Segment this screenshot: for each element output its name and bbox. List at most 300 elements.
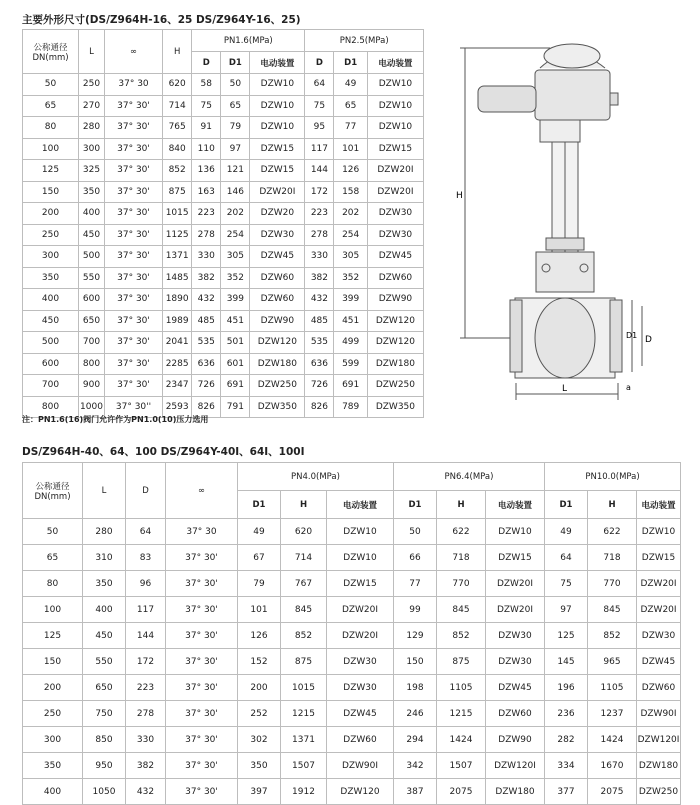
- table-cell: 770: [588, 571, 637, 597]
- table-cell: 352: [334, 267, 367, 289]
- table-cell: 382: [305, 267, 334, 289]
- table-cell: 620: [163, 74, 192, 96]
- table-cell: 1912: [281, 779, 327, 805]
- table-cell: 714: [281, 545, 327, 571]
- table-cell: 254: [334, 224, 367, 246]
- table-cell: 37° 30: [104, 74, 162, 96]
- table-row: [23, 545, 681, 571]
- table-cell: DZW10: [637, 519, 681, 545]
- table-cell: 432: [305, 289, 334, 311]
- table-cell: 875: [163, 181, 192, 203]
- table-cell: DZW60: [637, 675, 681, 701]
- table-cell: 622: [588, 519, 637, 545]
- table-cell: 382: [126, 753, 166, 779]
- table-cell: 432: [192, 289, 221, 311]
- table-cell: 37° 30': [104, 289, 162, 311]
- table-cell: 37° 30': [166, 545, 238, 571]
- table-cell: 150: [23, 649, 83, 675]
- table-cell: 826: [192, 396, 221, 418]
- table-cell: DZW120I: [486, 753, 545, 779]
- label-l: L: [562, 384, 568, 394]
- table-cell: 37° 30': [104, 375, 162, 397]
- table-cell: 700: [79, 332, 105, 354]
- table-cell: 37° 30'': [104, 396, 162, 418]
- table-cell: DZW10: [486, 519, 545, 545]
- table-cell: 845: [281, 597, 327, 623]
- table-cell: 765: [163, 117, 192, 139]
- table-cell: 202: [221, 203, 250, 225]
- table-cell: 450: [23, 310, 79, 332]
- table-cell: 767: [281, 571, 327, 597]
- table-cell: 1989: [163, 310, 192, 332]
- table-cell: 451: [334, 310, 367, 332]
- table-cell: 622: [437, 519, 486, 545]
- table-cell: 1237: [588, 701, 637, 727]
- table-cell: 840: [163, 138, 192, 160]
- table-cell: 300: [23, 246, 79, 268]
- table-cell: 852: [281, 623, 327, 649]
- table-cell: 352: [221, 267, 250, 289]
- table-cell: DZW10: [367, 95, 423, 117]
- table-row: [23, 375, 424, 397]
- table-cell: DZW90: [367, 289, 423, 311]
- table-cell: 49: [334, 74, 367, 96]
- table-cell: 305: [221, 246, 250, 268]
- table-cell: 800: [23, 396, 79, 418]
- table-cell: 278: [305, 224, 334, 246]
- table-cell: 236: [545, 701, 588, 727]
- motor-housing: [478, 86, 536, 112]
- table-cell: 650: [83, 675, 126, 701]
- table-cell: 310: [83, 545, 126, 571]
- table-cell: 64: [545, 545, 588, 571]
- table-cell: DZW30: [327, 649, 394, 675]
- table-cell: 852: [588, 623, 637, 649]
- table-cell: DZW30: [367, 224, 423, 246]
- table-cell: DZW15: [250, 138, 305, 160]
- table-cell: 1424: [437, 727, 486, 753]
- table-row: [23, 727, 681, 753]
- table-cell: 223: [126, 675, 166, 701]
- table-cell: DZW350: [250, 396, 305, 418]
- header-motor: 电动装置: [486, 491, 545, 519]
- table-cell: 2593: [163, 396, 192, 418]
- table-cell: DZW250: [250, 375, 305, 397]
- table-cell: 845: [437, 597, 486, 623]
- table-cell: 950: [83, 753, 126, 779]
- table-cell: 325: [79, 160, 105, 182]
- table-cell: 600: [23, 353, 79, 375]
- table-cell: 500: [23, 332, 79, 354]
- label-alpha: a: [626, 383, 631, 392]
- table-cell: DZW10: [327, 545, 394, 571]
- table-row: [23, 649, 681, 675]
- header-h: H: [163, 30, 192, 74]
- table-row: [23, 779, 681, 805]
- header-l: L: [79, 30, 105, 74]
- table-cell: 1507: [437, 753, 486, 779]
- table-row: [23, 753, 681, 779]
- table-cell: 691: [334, 375, 367, 397]
- table-cell: DZW30: [486, 623, 545, 649]
- table-cell: DZW30: [327, 675, 394, 701]
- table-cell: 95: [305, 117, 334, 139]
- table-cell: 399: [221, 289, 250, 311]
- table-row: [23, 519, 681, 545]
- table-cell: 198: [394, 675, 437, 701]
- table-cell: 826: [305, 396, 334, 418]
- table-cell: DZW90I: [327, 753, 394, 779]
- table-row: [23, 246, 424, 268]
- table-cell: 1105: [588, 675, 637, 701]
- table-cell: 37° 30': [166, 753, 238, 779]
- table-cell: 789: [334, 396, 367, 418]
- table-cell: 1015: [281, 675, 327, 701]
- table-row: [23, 160, 424, 182]
- table-cell: 601: [221, 353, 250, 375]
- table-row: [23, 267, 424, 289]
- table-row: [23, 623, 681, 649]
- table-cell: 535: [192, 332, 221, 354]
- table-cell: 718: [437, 545, 486, 571]
- table-cell: 2075: [588, 779, 637, 805]
- table-row: [23, 203, 424, 225]
- table-cell: DZW250: [637, 779, 681, 805]
- table-cell: 282: [545, 727, 588, 753]
- table-cell: 1125: [163, 224, 192, 246]
- table-cell: 91: [192, 117, 221, 139]
- table-cell: 691: [221, 375, 250, 397]
- table-cell: 83: [126, 545, 166, 571]
- table-cell: 2347: [163, 375, 192, 397]
- table-cell: 150: [23, 181, 79, 203]
- header-motor: 电动装置: [367, 52, 423, 74]
- table-cell: 101: [334, 138, 367, 160]
- table-cell: DZW60: [486, 701, 545, 727]
- table-cell: 64: [126, 519, 166, 545]
- table-cell: DZW120: [367, 310, 423, 332]
- table-cell: 58: [192, 74, 221, 96]
- table-cell: 150: [394, 649, 437, 675]
- table-cell: 1215: [437, 701, 486, 727]
- table-cell: 75: [192, 95, 221, 117]
- table-cell: 900: [79, 375, 105, 397]
- header-l: L: [83, 463, 126, 519]
- table-cell: DZW30: [250, 224, 305, 246]
- table-cell: 79: [238, 571, 281, 597]
- table-cell: 252: [238, 701, 281, 727]
- header-d1: D1: [238, 491, 281, 519]
- gate-valve-diagram: [440, 38, 670, 408]
- table-cell: 400: [83, 597, 126, 623]
- table-cell: 50: [23, 74, 79, 96]
- header-pn100: PN10.0(MPa): [545, 463, 681, 491]
- table1-body: [23, 74, 424, 418]
- table-cell: 350: [23, 267, 79, 289]
- table-cell: DZW20I: [637, 571, 681, 597]
- table-cell: 600: [79, 289, 105, 311]
- header-motor: 电动装置: [637, 491, 681, 519]
- table-cell: 278: [192, 224, 221, 246]
- table-cell: DZW90I: [637, 701, 681, 727]
- table-cell: 330: [126, 727, 166, 753]
- table-cell: 65: [23, 95, 79, 117]
- table-row: [23, 310, 424, 332]
- table-cell: 280: [79, 117, 105, 139]
- table-cell: 499: [334, 332, 367, 354]
- header-h: H: [437, 491, 486, 519]
- table-cell: 845: [588, 597, 637, 623]
- table-cell: DZW15: [327, 571, 394, 597]
- table-cell: 270: [79, 95, 105, 117]
- table-cell: 50: [394, 519, 437, 545]
- table-cell: DZW180: [486, 779, 545, 805]
- table-cell: 1890: [163, 289, 192, 311]
- table-cell: 2075: [437, 779, 486, 805]
- table-cell: 117: [305, 138, 334, 160]
- table-cell: 377: [545, 779, 588, 805]
- header-d: D: [192, 52, 221, 74]
- table-cell: DZW90: [486, 727, 545, 753]
- table-cell: DZW15: [486, 545, 545, 571]
- table-cell: 300: [23, 727, 83, 753]
- dimension-table-pn40-100: [22, 462, 681, 805]
- table-cell: 163: [192, 181, 221, 203]
- table-cell: 875: [281, 649, 327, 675]
- table-cell: DZW180: [250, 353, 305, 375]
- table-row: [23, 571, 681, 597]
- table-cell: DZW15: [250, 160, 305, 182]
- table-cell: 97: [545, 597, 588, 623]
- table-cell: 37° 30': [166, 597, 238, 623]
- table-cell: 382: [192, 267, 221, 289]
- table-cell: 37° 30: [166, 519, 238, 545]
- actuator-body: [535, 70, 610, 120]
- table-cell: 117: [126, 597, 166, 623]
- header-motor: 电动装置: [250, 52, 305, 74]
- table-cell: 500: [79, 246, 105, 268]
- table-cell: 121: [221, 160, 250, 182]
- table-cell: 37° 30': [104, 224, 162, 246]
- table-cell: 350: [23, 753, 83, 779]
- right-flange: [610, 300, 622, 372]
- header-pn16: PN1.6(MPa): [192, 30, 305, 52]
- table-cell: 64: [305, 74, 334, 96]
- table-cell: DZW15: [367, 138, 423, 160]
- table-cell: 550: [79, 267, 105, 289]
- header-d: D: [305, 52, 334, 74]
- table-cell: 65: [23, 545, 83, 571]
- table-cell: 250: [79, 74, 105, 96]
- table-cell: DZW45: [367, 246, 423, 268]
- table-cell: 1050: [83, 779, 126, 805]
- table-cell: DZW250: [367, 375, 423, 397]
- table2-body: [23, 519, 681, 805]
- table-cell: 79: [221, 117, 250, 139]
- table2-title: DS/Z964H-40、64、100 DS/Z964Y-40I、64I、100I: [22, 446, 305, 458]
- table-cell: 200: [238, 675, 281, 701]
- table-cell: 196: [545, 675, 588, 701]
- table-cell: 342: [394, 753, 437, 779]
- table-cell: DZW30: [367, 203, 423, 225]
- table-cell: 278: [126, 701, 166, 727]
- table-cell: 65: [334, 95, 367, 117]
- table-cell: 726: [305, 375, 334, 397]
- table-cell: DZW10: [250, 74, 305, 96]
- table-cell: 400: [23, 779, 83, 805]
- table-cell: 450: [79, 224, 105, 246]
- table-cell: DZW20I: [486, 571, 545, 597]
- table-cell: DZW45: [637, 649, 681, 675]
- table-cell: 1507: [281, 753, 327, 779]
- table-cell: 146: [221, 181, 250, 203]
- table-cell: 223: [192, 203, 221, 225]
- table-cell: 125: [23, 623, 83, 649]
- table-cell: DZW120: [367, 332, 423, 354]
- table-cell: 330: [192, 246, 221, 268]
- table-cell: 750: [83, 701, 126, 727]
- header-alpha: ∞: [104, 30, 162, 74]
- table-cell: 334: [545, 753, 588, 779]
- table-cell: DZW60: [367, 267, 423, 289]
- header-h: H: [281, 491, 327, 519]
- table-cell: DZW10: [327, 519, 394, 545]
- table-cell: 1000: [79, 396, 105, 418]
- table-cell: 400: [23, 289, 79, 311]
- dimension-table-pn16-25: [22, 29, 424, 418]
- table-cell: 432: [126, 779, 166, 805]
- table-cell: DZW10: [367, 117, 423, 139]
- header-d1: D1: [221, 52, 250, 74]
- table-cell: DZW15: [637, 545, 681, 571]
- table-cell: 80: [23, 571, 83, 597]
- table-cell: 77: [394, 571, 437, 597]
- table-cell: 535: [305, 332, 334, 354]
- table-cell: 485: [192, 310, 221, 332]
- table-cell: DZW20I: [367, 181, 423, 203]
- label-d: D: [645, 335, 652, 345]
- table-cell: 126: [238, 623, 281, 649]
- table-cell: 37° 30': [166, 701, 238, 727]
- table-cell: DZW120: [250, 332, 305, 354]
- table-cell: 152: [238, 649, 281, 675]
- table-row: [23, 138, 424, 160]
- table-cell: 700: [23, 375, 79, 397]
- table-cell: 400: [79, 203, 105, 225]
- table-cell: 294: [394, 727, 437, 753]
- table-cell: 37° 30': [104, 353, 162, 375]
- table-cell: DZW30: [637, 623, 681, 649]
- table-cell: 965: [588, 649, 637, 675]
- table-cell: 65: [221, 95, 250, 117]
- table-cell: 77: [334, 117, 367, 139]
- table-cell: 791: [221, 396, 250, 418]
- table-cell: DZW30: [486, 649, 545, 675]
- table-cell: 2041: [163, 332, 192, 354]
- table-cell: 1670: [588, 753, 637, 779]
- header-pn40: PN4.0(MPa): [238, 463, 394, 491]
- table-cell: DZW10: [367, 74, 423, 96]
- table-cell: 350: [79, 181, 105, 203]
- table-cell: 144: [305, 160, 334, 182]
- table-cell: 100: [23, 138, 79, 160]
- table-cell: 50: [221, 74, 250, 96]
- table-cell: 280: [83, 519, 126, 545]
- table-cell: 200: [23, 675, 83, 701]
- table-cell: 501: [221, 332, 250, 354]
- table-cell: 50: [23, 519, 83, 545]
- table-cell: DZW20I: [327, 623, 394, 649]
- table-cell: DZW120: [327, 779, 394, 805]
- table-cell: 875: [437, 649, 486, 675]
- table-cell: 37° 30': [104, 310, 162, 332]
- header-pn25: PN2.5(MPa): [305, 30, 424, 52]
- table-cell: 1371: [281, 727, 327, 753]
- header-alpha: ∞: [166, 463, 238, 519]
- table-cell: 172: [305, 181, 334, 203]
- header-motor: 电动装置: [327, 491, 394, 519]
- table-row: [23, 701, 681, 727]
- table-cell: 202: [334, 203, 367, 225]
- table1-note: 注：PN1.6(16)阀门允许作为PN1.0(10)压力选用: [22, 415, 209, 424]
- table-cell: DZW45: [250, 246, 305, 268]
- table-cell: 620: [281, 519, 327, 545]
- table-row: [23, 597, 681, 623]
- header-d1: D1: [394, 491, 437, 519]
- table-cell: 2285: [163, 353, 192, 375]
- table-row: [23, 289, 424, 311]
- table-cell: 1105: [437, 675, 486, 701]
- table1-title: 主要外形尺寸(DS/Z964H-16、25 DS/Z964Y-16、25): [22, 14, 301, 26]
- table-cell: 37° 30': [104, 203, 162, 225]
- table-cell: DZW20I: [486, 597, 545, 623]
- table-cell: 451: [221, 310, 250, 332]
- table-cell: 144: [126, 623, 166, 649]
- table-cell: 852: [437, 623, 486, 649]
- table-cell: 387: [394, 779, 437, 805]
- table-cell: 636: [305, 353, 334, 375]
- table-cell: 49: [545, 519, 588, 545]
- table-cell: 80: [23, 117, 79, 139]
- table-cell: 67: [238, 545, 281, 571]
- table-cell: 37° 30': [104, 138, 162, 160]
- table-row: [23, 117, 424, 139]
- table-cell: 37° 30': [104, 160, 162, 182]
- label-h: H: [456, 191, 463, 201]
- table-cell: 172: [126, 649, 166, 675]
- header-d1: D1: [545, 491, 588, 519]
- table-cell: 75: [305, 95, 334, 117]
- left-flange: [510, 300, 522, 372]
- header-pn64: PN6.4(MPa): [394, 463, 545, 491]
- table-cell: DZW120I: [637, 727, 681, 753]
- table-cell: 136: [192, 160, 221, 182]
- table-cell: 254: [221, 224, 250, 246]
- table-cell: DZW60: [327, 727, 394, 753]
- table-cell: 350: [83, 571, 126, 597]
- table-cell: 100: [23, 597, 83, 623]
- table-cell: DZW20I: [367, 160, 423, 182]
- table-cell: 300: [79, 138, 105, 160]
- table-cell: 125: [545, 623, 588, 649]
- table-cell: 37° 30': [166, 571, 238, 597]
- table-cell: 852: [163, 160, 192, 182]
- table-row: [23, 74, 424, 96]
- table-cell: 350: [238, 753, 281, 779]
- table-cell: 1215: [281, 701, 327, 727]
- table-cell: 450: [83, 623, 126, 649]
- table-row: [23, 353, 424, 375]
